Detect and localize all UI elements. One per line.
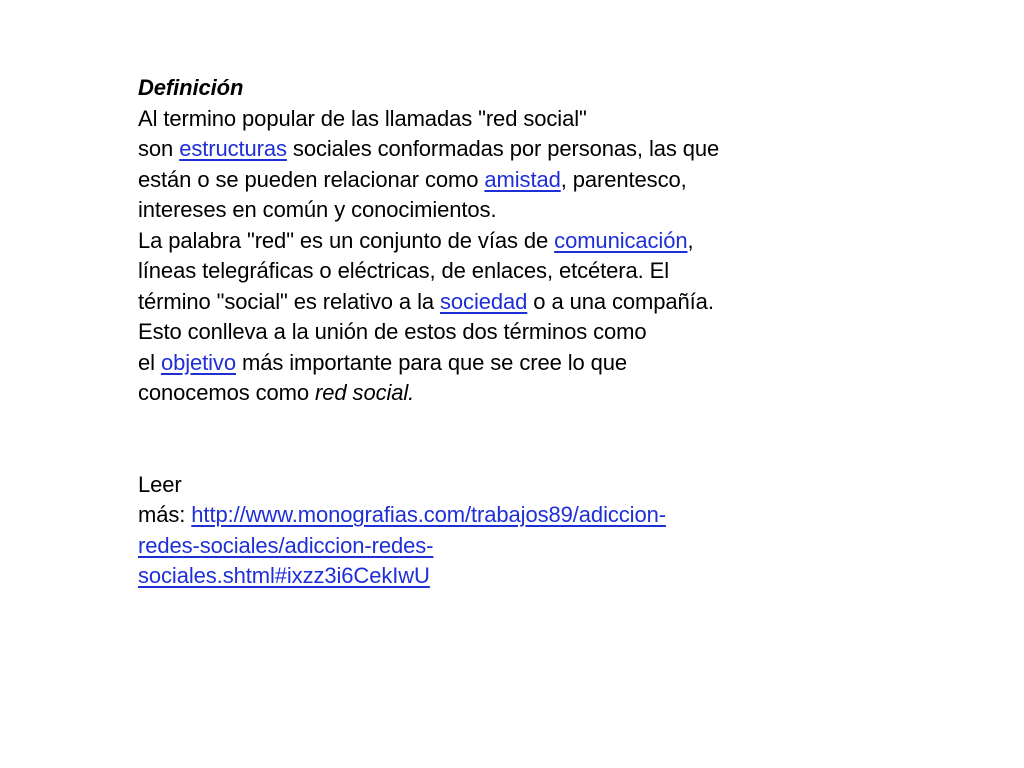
- text-segment: están o se pueden relacionar como: [138, 166, 485, 192]
- read-more-url-line-2: [138, 531, 778, 562]
- paragraph-line-10: [138, 378, 778, 409]
- link-comunicacion[interactable]: comunicación: [554, 227, 688, 253]
- text-segment: ,: [687, 227, 694, 253]
- paragraph-line-2: [138, 134, 778, 165]
- paragraph-line-4: [138, 195, 778, 226]
- text-segment: sociales conformadas por personas, las que: [286, 136, 720, 161]
- source-url-link-part-2[interactable]: redes-sociales/adiccion-redes-: [138, 532, 434, 558]
- definition-heading: Definición: [138, 75, 244, 100]
- read-more-label-line: [138, 470, 778, 501]
- link-estructuras[interactable]: estructuras: [179, 136, 287, 161]
- text-segment: término "social" es relativo a la: [138, 288, 441, 314]
- document-body: [138, 73, 778, 592]
- text-segment: son: [138, 136, 180, 161]
- text-segment: Esto conlleva a la unión de estos dos términos como: [138, 319, 647, 344]
- read-more-label: Leer: [138, 471, 182, 497]
- paragraph-line-7: [138, 287, 778, 318]
- red-social-emphasis: red social.: [315, 380, 415, 405]
- text-segment: conocemos como: [138, 380, 316, 405]
- paragraph-line-5: [138, 226, 778, 257]
- text-segment: , parentesco,: [560, 166, 687, 192]
- link-amistad[interactable]: amistad: [484, 166, 561, 192]
- source-url-link-part-3[interactable]: sociales.shtml#ixzz3i6CekIwU: [138, 563, 430, 588]
- text-segment: La palabra "red" es un conjunto de vías de: [138, 227, 555, 253]
- paragraph-line-1: [138, 104, 778, 135]
- paragraph-line-6: [138, 256, 778, 287]
- paragraph-line-9: [138, 348, 778, 379]
- text-segment: el: [138, 349, 161, 375]
- text-segment: más importante para que se cree lo que: [235, 349, 628, 375]
- read-more-url-line-3: [138, 561, 778, 592]
- text-segment: Al termino popular de las llamadas "red social": [138, 105, 587, 131]
- paragraph-line-8: [138, 317, 778, 348]
- source-url-link-part-1[interactable]: http://www.monografias.com/trabajos89/adiccion-: [191, 502, 666, 527]
- link-objetivo[interactable]: objetivo: [160, 349, 236, 375]
- paragraph-line-3: [138, 165, 778, 196]
- link-sociedad[interactable]: sociedad: [440, 288, 528, 314]
- read-more-url-line-1: [138, 500, 778, 531]
- text-segment: líneas telegráficas o eléctricas, de enlaces, etcétera. El: [138, 258, 670, 283]
- spacer: [138, 409, 778, 470]
- text-segment: o a una compañía.: [527, 288, 714, 314]
- read-more-label-continued: más:: [138, 502, 192, 527]
- text-segment: intereses en común y conocimientos.: [138, 197, 497, 222]
